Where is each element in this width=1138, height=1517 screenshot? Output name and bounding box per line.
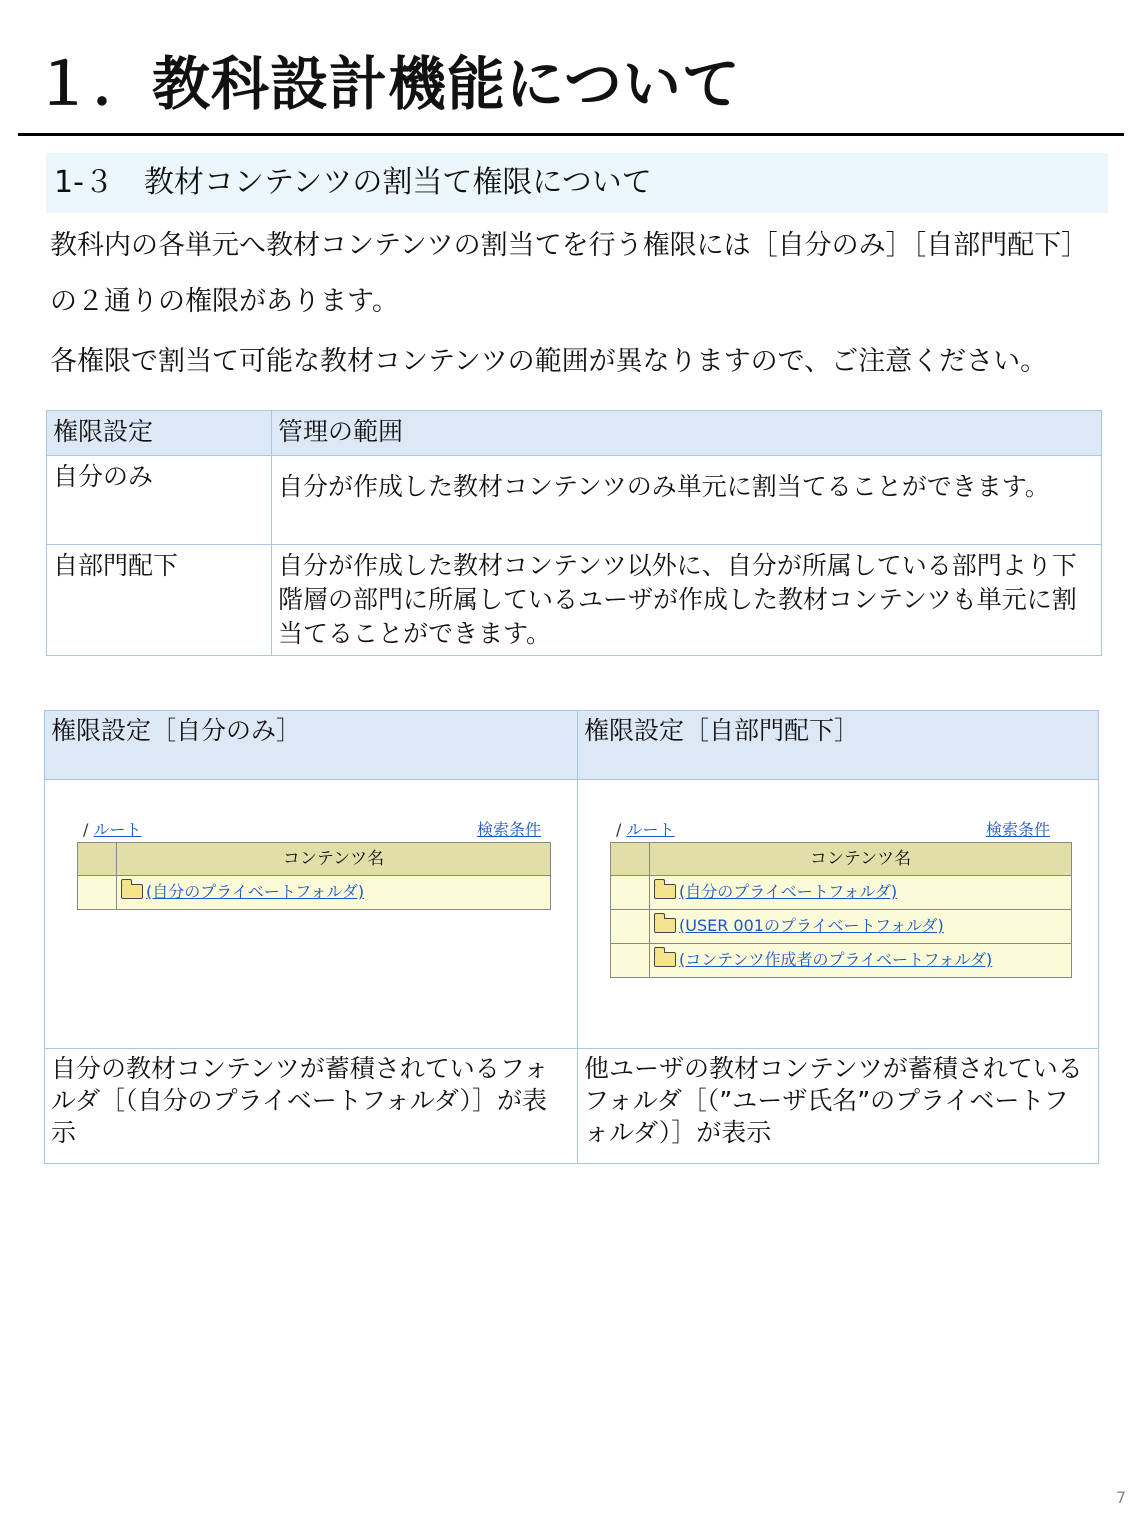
folder-link[interactable]: (コンテンツ作成者のプライベートフォルダ) <box>679 950 993 969</box>
permission-table <box>46 410 1102 656</box>
row-select-cell[interactable] <box>611 944 650 978</box>
content-list-header <box>611 843 1072 876</box>
select-column-header <box>78 843 117 876</box>
section-heading-bar <box>46 153 1108 213</box>
header-scope: 管理の範囲 <box>272 411 1102 456</box>
row-select-cell[interactable] <box>78 876 117 910</box>
list-item <box>611 876 1072 910</box>
row-select-cell[interactable] <box>611 910 650 944</box>
search-conditions-link[interactable]: 検索条件 <box>985 820 1050 839</box>
breadcrumb-root-link[interactable]: ルート <box>626 820 675 839</box>
title-divider <box>18 133 1124 136</box>
left-folder-browser <box>77 814 551 954</box>
intro-paragraph-1: 教科内の各単元へ教材コンテンツの割当てを行う権限には［自分のみ］［自部門配下］の２通りの権限があります。 <box>50 230 1089 317</box>
search-conditions-link[interactable]: 検索条件 <box>476 820 541 839</box>
content-name-header: コンテンツ名 <box>650 843 1072 876</box>
breadcrumb-separator: / <box>83 820 89 839</box>
select-column-header <box>611 843 650 876</box>
folder-cell <box>117 876 551 910</box>
right-screenshot-cell <box>578 780 1099 1049</box>
folder-icon <box>654 952 676 967</box>
folder-link[interactable]: (自分のプライベートフォルダ) <box>146 882 365 901</box>
content-name-header: コンテンツ名 <box>117 843 551 876</box>
folder-link[interactable]: (USER 001のプライベートフォルダ) <box>679 916 944 935</box>
content-list-table <box>610 842 1072 978</box>
comparison-header-row <box>45 711 1099 780</box>
section-heading: 1-３ 教材コンテンツの割当て権限について <box>54 165 652 200</box>
list-item <box>611 944 1072 978</box>
folder-icon <box>121 884 143 899</box>
setting-cell: 自分のみ <box>47 456 272 545</box>
left-screenshot-cell <box>45 780 578 1049</box>
scope-cell: 自分が作成した教材コンテンツ以外に、自分が所属している部門より下階層の部門に所属しているユーザが作成した教材コンテンツも単元に割当てることができます。 <box>272 545 1102 656</box>
comparison-screenshot-row <box>45 780 1099 1049</box>
comparison-table <box>44 710 1099 1164</box>
breadcrumb-root-link[interactable]: ルート <box>93 820 142 839</box>
permission-table-header <box>47 411 1102 456</box>
header-setting: 権限設定 <box>47 411 272 456</box>
right-folder-browser <box>610 814 1072 1024</box>
left-column-header: 権限設定［自分のみ］ <box>45 711 578 780</box>
folder-icon <box>654 918 676 933</box>
page-title: １．教科設計機能について <box>34 50 741 118</box>
table-row <box>47 545 1102 656</box>
left-caption: 自分の教材コンテンツが蓄積されているフォルダ［（自分のプライベートフォルダ）］が表示 <box>45 1049 578 1164</box>
right-column-header: 権限設定［自部門配下］ <box>578 711 1099 780</box>
folder-icon <box>654 884 676 899</box>
scope-cell: 自分が作成した教材コンテンツのみ単元に割当てることができます。 <box>272 456 1102 545</box>
folder-link[interactable]: (自分のプライベートフォルダ) <box>679 882 898 901</box>
folder-cell <box>650 910 1072 944</box>
list-item <box>611 910 1072 944</box>
comparison-caption-row <box>45 1049 1099 1164</box>
table-row <box>47 456 1102 545</box>
right-caption: 他ユーザの教材コンテンツが蓄積されているフォルダ［（”ユーザ氏名”のプライベートフォルダ）］が表示 <box>578 1049 1099 1164</box>
folder-cell <box>650 876 1072 910</box>
list-item <box>78 876 551 910</box>
folder-cell <box>650 944 1072 978</box>
breadcrumb-separator: / <box>616 820 622 839</box>
content-list-header <box>78 843 551 876</box>
content-list-table <box>77 842 551 910</box>
page-number: 7 <box>1115 1488 1126 1507</box>
setting-cell: 自部門配下 <box>47 545 272 656</box>
row-select-cell[interactable] <box>611 876 650 910</box>
intro-paragraph-2: 各権限で割当て可能な教材コンテンツの範囲が異なりますので、ご注意ください。 <box>50 346 1048 377</box>
